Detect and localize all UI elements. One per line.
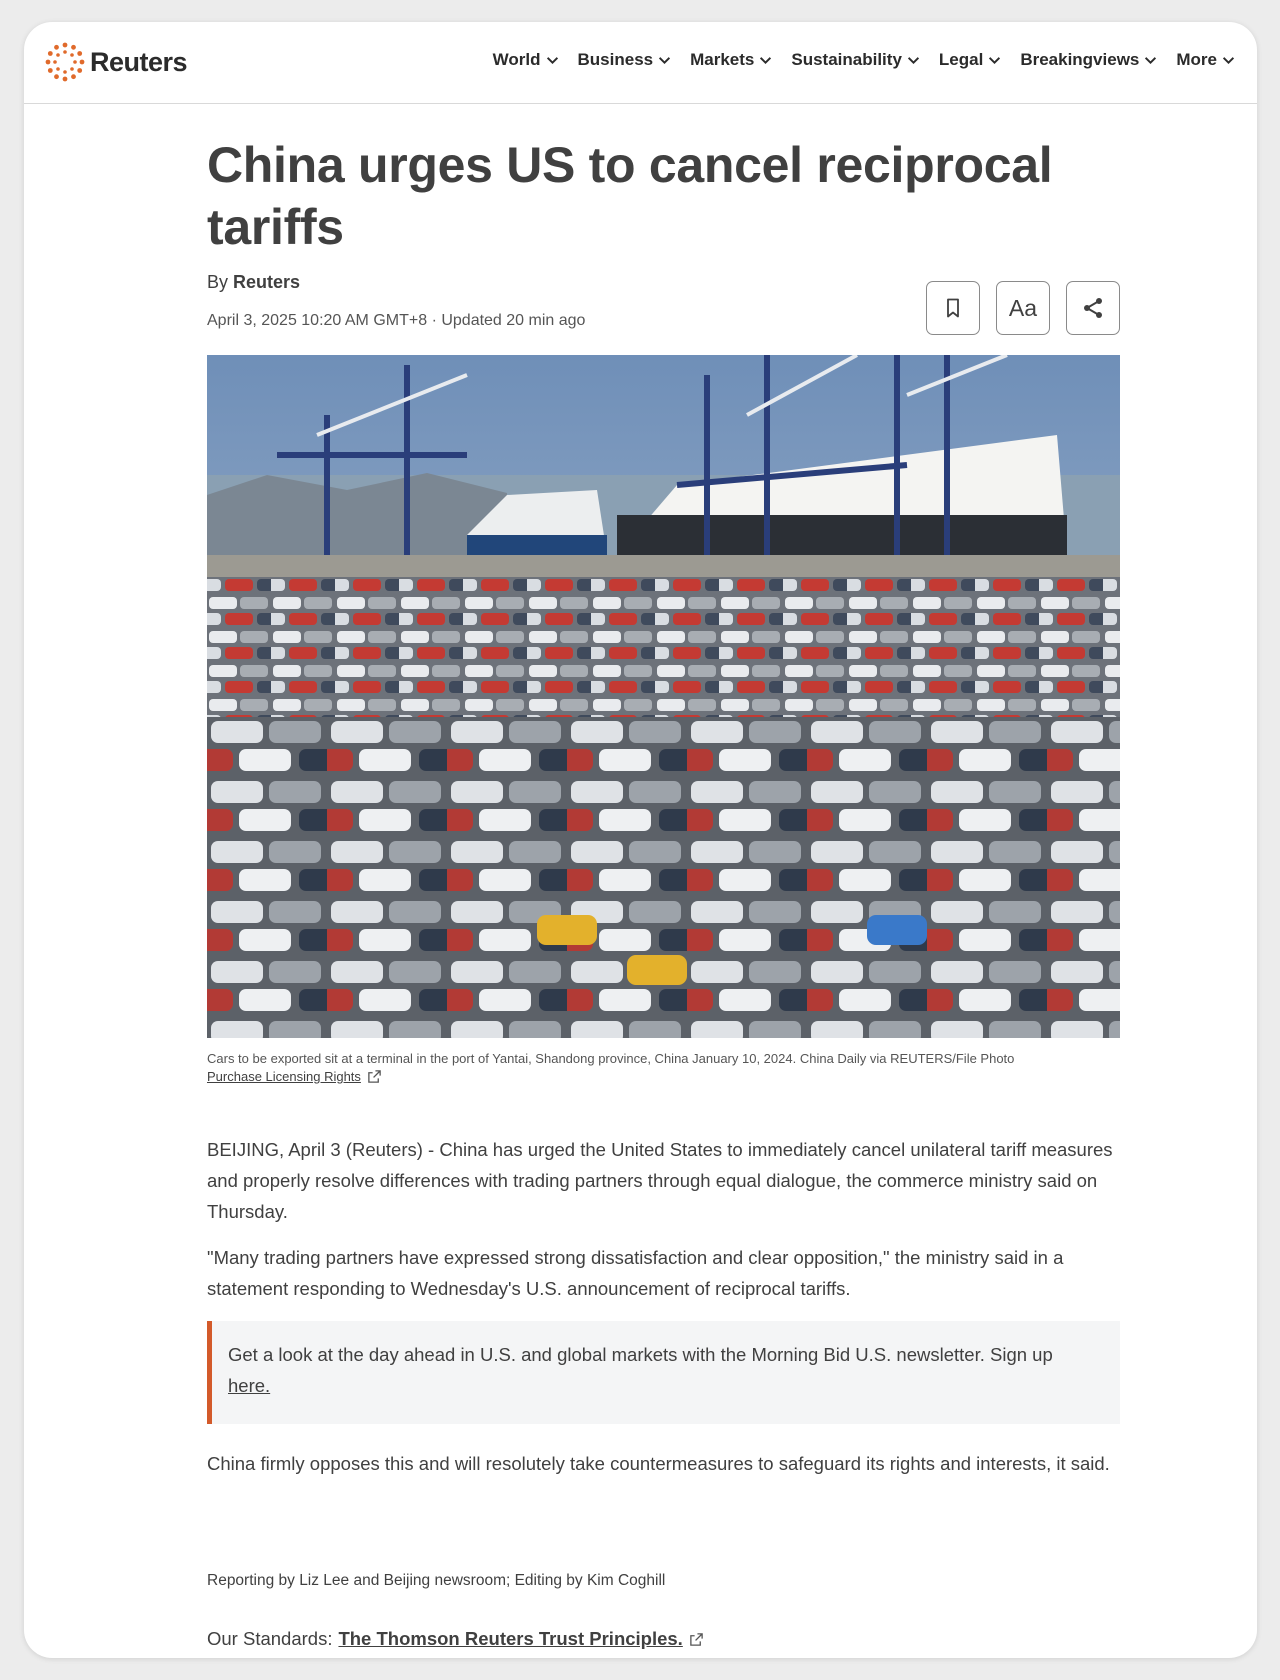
article-paragraph: "Many trading partners have expressed strong dissatisfaction and clear opposition," the ministry said in a statement responding to Wednesday's U.S. announcement of reciprocal tariffs.	[207, 1247, 1064, 1299]
byline-author[interactable]: Reuters	[233, 272, 301, 292]
external-link-icon	[689, 1632, 704, 1647]
chevron-down-icon	[546, 54, 559, 67]
reuters-logo[interactable]	[44, 40, 187, 84]
reuters-logo-icon	[44, 41, 86, 83]
standards-line	[207, 1628, 704, 1650]
nav-legal[interactable]	[939, 50, 1001, 70]
site-header	[24, 22, 1257, 104]
main-nav	[474, 50, 1235, 70]
brand-name: Reuters	[90, 46, 188, 77]
article-dateline: April 3, 2025 10:20 AM GMT+8 · Updated 20 min ago	[207, 312, 586, 329]
article-headline: China urges US to cancel reciprocal tariffs	[207, 137, 1053, 255]
nav-more[interactable]	[1176, 50, 1235, 70]
chevron-down-icon	[988, 54, 1001, 67]
page-card	[24, 22, 1257, 1658]
share-button[interactable]	[1066, 281, 1120, 335]
chevron-down-icon	[907, 54, 920, 67]
nav-business[interactable]	[578, 50, 672, 70]
text-size-label: Aa	[1008, 294, 1038, 321]
promo-text: Get a look at the day ahead in U.S. and global markets with the Morning Bid U.S. newsletter. Sign up	[228, 1344, 1053, 1365]
nav-label: Business	[577, 50, 654, 69]
article-paragraph: China firmly opposes this and will resolutely take countermeasures to safeguard its rights and interests, it said.	[207, 1453, 1110, 1474]
nav-label: World	[492, 50, 541, 69]
article-paragraph: BEIJING, April 3 (Reuters) - China has urged the United States to immediately cancel unilateral tariff measures and properly resolve differences with trading partners through equal dialogue, the commerce ministry said on Thursday.	[207, 1139, 1113, 1222]
nav-breakingviews[interactable]	[1020, 50, 1157, 70]
license-label: Purchase Licensing Rights	[207, 1069, 361, 1084]
chevron-down-icon	[759, 54, 772, 67]
bookmark-icon	[941, 296, 965, 320]
newsletter-signup-link[interactable]: here.	[228, 1375, 271, 1396]
external-link-wrapper	[683, 1632, 704, 1647]
standards-prefix: Our Standards:	[207, 1628, 333, 1649]
nav-label: Breakingviews	[1020, 50, 1140, 69]
newsletter-promo	[207, 1321, 1120, 1424]
article-tools	[926, 281, 1120, 335]
chevron-down-icon	[658, 54, 671, 67]
trust-principles-link[interactable]: The Thomson Reuters Trust Principles.	[338, 1628, 683, 1649]
nav-label: Legal	[938, 50, 984, 69]
photo-cars-at-port	[207, 355, 1120, 1038]
article-photo[interactable]	[207, 355, 1120, 1038]
photo-caption: Cars to be exported sit at a terminal in the port of Yantai, Shandong province, China January 10, 2024. China Daily via REUTERS/File Photo	[207, 1051, 1015, 1066]
byline-prefix: By	[207, 272, 229, 292]
nav-markets[interactable]	[690, 50, 772, 70]
nav-label: Markets	[690, 50, 755, 69]
bookmark-button[interactable]	[926, 281, 980, 335]
nav-label: Sustainability	[791, 50, 902, 69]
external-link-icon	[367, 1069, 382, 1084]
purchase-licensing-link[interactable]	[207, 1069, 382, 1084]
chevron-down-icon	[1144, 54, 1157, 67]
nav-world[interactable]	[493, 50, 559, 70]
reporting-credit: Reporting by Liz Lee and Beijing newsroom; Editing by Kim Coghill	[207, 1572, 666, 1589]
text-size-button[interactable]	[996, 281, 1050, 335]
nav-sustainability[interactable]	[791, 50, 920, 70]
byline	[207, 272, 300, 293]
chevron-down-icon	[1222, 54, 1235, 67]
share-icon	[1081, 296, 1105, 320]
nav-label: More	[1176, 50, 1217, 69]
